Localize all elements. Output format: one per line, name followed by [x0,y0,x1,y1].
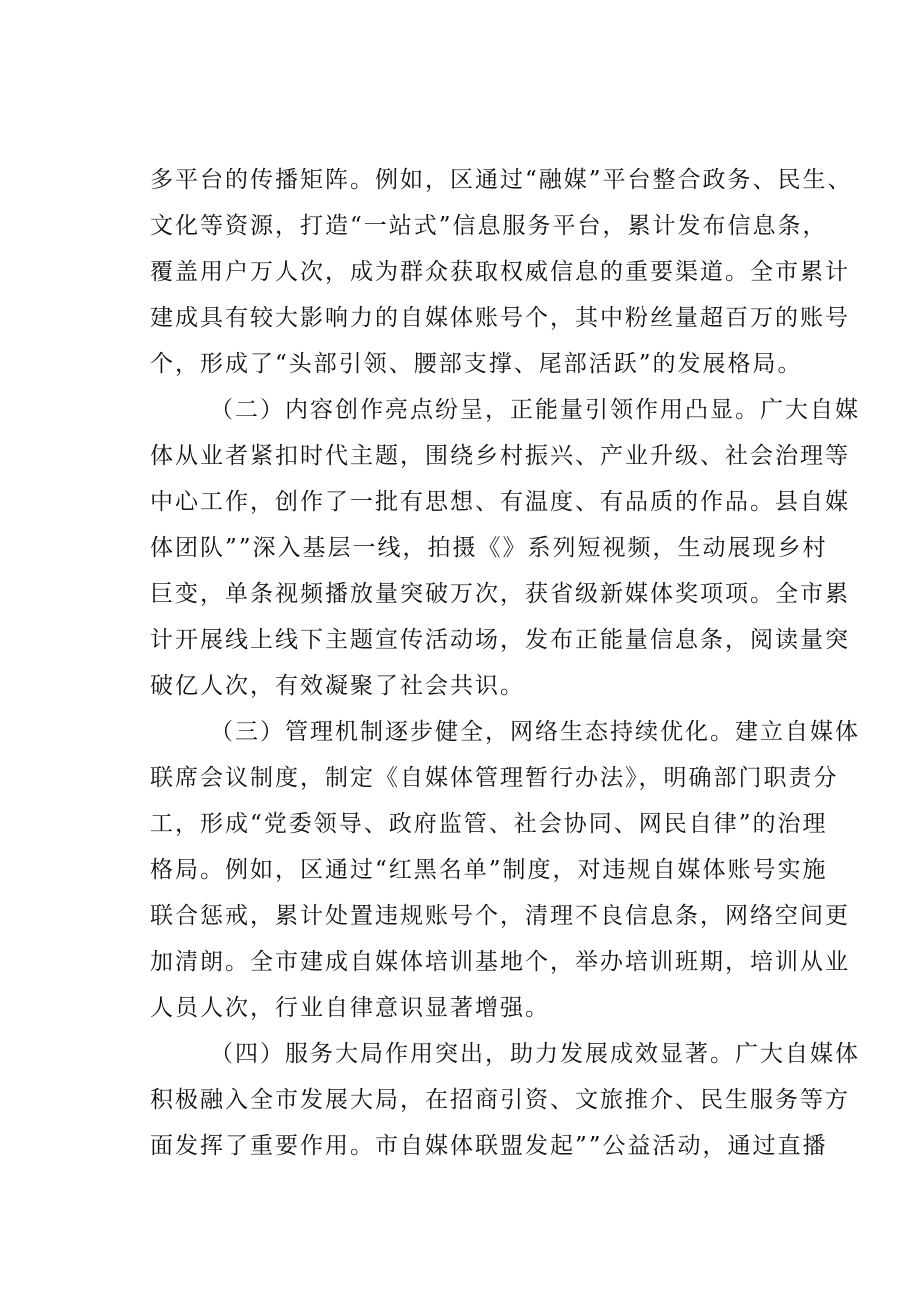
text-line: 体团队””深入基层一线，拍摄《》系列短视频，生动展现乡村 [150,535,828,561]
text-line: 巨变，单条视频播放量突破万次，获省级新媒体奖项项。全市累 [150,581,850,607]
text-line: 建成具有较大影响力的自媒体账号个，其中粉丝量超百万的账号 [150,305,850,331]
text-line: 人员人次，行业自律意识显著增强。 [150,995,550,1021]
text-line: 中心工作，创作了一批有思想、有温度、有品质的作品。县自媒 [150,489,850,515]
text-line: 格局。例如，区通过“红黑名单”制度，对违规自媒体账号实施 [150,857,828,883]
text-line: 联席会议制度，制定《自媒体管理暂行办法》，明确部门职责分 [150,765,839,791]
text-line: 积极融入全市发展大局，在招商引资、文旅推介、民生服务等方 [150,1087,850,1113]
paragraph-heading: （二）内容创作亮点纷呈，正能量引领作用凸显。广大自媒 [210,397,860,423]
text-line: 工，形成“党委领导、政府监管、社会协同、网民自律”的治理 [150,811,828,837]
text-line: 体从业者紧扣时代主题，围绕乡村振兴、产业升级、社会治理等 [150,443,850,469]
text-line: 个，形成了“头部引领、腰部支撑、尾部活跃”的发展格局。 [150,351,803,377]
paragraph-heading: （四）服务大局作用突出，助力发展成效显著。广大自媒体 [210,1041,860,1067]
text-line: 加清朗。全市建成自媒体培训基地个，举办培训班期，培训从业 [150,949,850,975]
text-line: 破亿人次，有效凝聚了社会共识。 [150,673,525,699]
paragraph-heading: （三）管理机制逐步健全，网络生态持续优化。建立自媒体 [210,719,860,745]
text-line: 计开展线上线下主题宣传活动场，发布正能量信息条，阅读量突 [150,627,850,653]
text-line: 联合惩戒，累计处置违规账号个，清理不良信息条，网络空间更 [150,903,850,929]
text-line: 覆盖用户万人次，成为群众获取权威信息的重要渠道。全市累计 [150,259,850,285]
text-line: 文化等资源，打造“一站式”信息服务平台，累计发布信息条， [150,213,828,239]
text-line: 面发挥了重要作用。市自媒体联盟发起””公益活动，通过直播 [150,1133,828,1159]
text-line: 多平台的传播矩阵。例如，区通过“融媒”平台整合政务、民生、 [150,167,853,193]
